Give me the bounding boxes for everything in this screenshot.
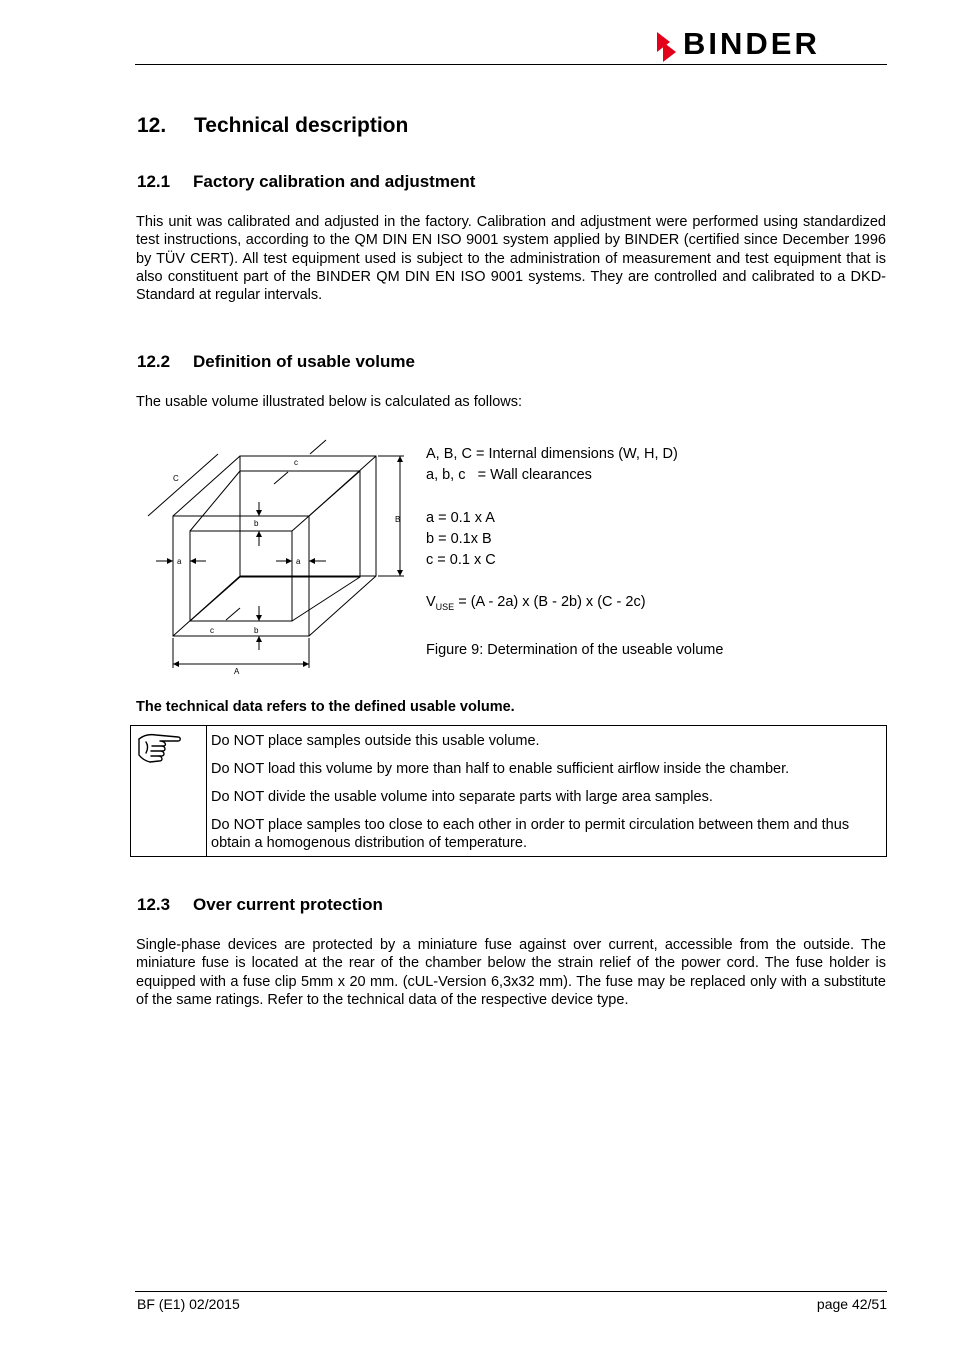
label-C: C	[173, 474, 179, 483]
section-title: Factory calibration and adjustment	[193, 172, 476, 191]
volume-formula	[426, 592, 723, 618]
section-heading-12-3	[137, 895, 383, 915]
label-B: B	[395, 515, 401, 524]
label-b-bottom: b	[254, 626, 259, 635]
notice-list	[211, 732, 883, 862]
notice-item: Do NOT place samples outside this usable volume.	[211, 733, 540, 749]
section-heading-12-2	[137, 352, 415, 372]
label-c-top: c	[294, 458, 298, 467]
chapter-title: Technical description	[194, 114, 409, 137]
chapter-number: 12.	[137, 114, 167, 137]
section-body-12-3: Single-phase devices are protected by a miniature fuse against over current, accessible from the outside. The miniature fuse is located at the rear of the chamber below the strain relief of the power cord. The fuse holder is equipped with a fuse clip 5mm x 20 mm. (cUL-Version 6,3x32 mm). The fuse may be replaced only with a substitute of the same ratings. Refer to the technical data of the respective device type.	[136, 937, 886, 1008]
legend-line: a, b, c = Wall clearances	[426, 467, 592, 484]
formula-v: V	[426, 594, 436, 611]
section-number: 12.3	[137, 895, 171, 914]
figure-caption: Figure 9: Determination of the useable volume	[426, 641, 724, 658]
figure-legend	[426, 444, 723, 661]
pointing-hand-icon	[136, 729, 182, 769]
page-number: page 42/51	[816, 1296, 887, 1312]
section-heading-12-1	[137, 172, 475, 192]
header-rule	[135, 64, 887, 65]
legend-line: A, B, C = Internal dimensions (W, H, D)	[426, 446, 678, 462]
legend-line: b = 0.1x B	[426, 530, 492, 547]
footer-rule	[135, 1291, 887, 1292]
notice-item: Do NOT load this volume by more than half to enable sufficient airflow inside the chamber.	[211, 761, 790, 777]
notice-icon-cell	[131, 726, 207, 856]
notice-item: Do NOT place samples too close to each other in order to permit circulation between them and thus obtain a homogenous distribution of temperature.	[211, 817, 850, 851]
label-c-bottom: c	[210, 626, 214, 635]
legend-line: c = 0.1 x C	[426, 552, 496, 569]
section-title: Over current protection	[193, 895, 383, 914]
section-number: 12.2	[137, 352, 171, 371]
label-A: A	[234, 667, 240, 676]
section-title: Definition of usable volume	[193, 352, 415, 371]
logo-chevron-icon	[655, 30, 685, 64]
label-a-left: a	[177, 557, 182, 566]
label-a-right: a	[296, 557, 301, 566]
bold-note: The technical data refers to the defined usable volume.	[136, 699, 515, 715]
brand-name: BINDER	[683, 26, 820, 61]
binder-logo	[655, 26, 887, 64]
notice-item: Do NOT divide the usable volume into separate parts with large area samples.	[211, 789, 713, 805]
section-body-12-2: The usable volume illustrated below is calculated as follows:	[136, 394, 523, 410]
legend-line: a = 0.1 x A	[426, 509, 495, 526]
usable-volume-diagram	[140, 436, 410, 676]
notice-box	[130, 725, 887, 857]
formula-subscript: USE	[435, 602, 455, 613]
label-b-top: b	[254, 519, 259, 528]
formula-rest: = (A - 2a) x (B - 2b) x (C - 2c)	[454, 594, 646, 611]
page-title	[137, 114, 408, 138]
section-body-12-1: This unit was calibrated and adjusted in the factory. Calibration and adjustment were performed using standardized test instructions, according to the QM DIN EN ISO 9001 system applied by BINDER (certified since December 1996 by TÜV CERT). All test equipment used is subject to the administration of measurement and test equipment that is also constituent part of the BINDER QM DIN EN ISO 9001 systems. They are controlled and calibrated to a DKD-Standard at regular intervals.	[136, 214, 886, 304]
section-number: 12.1	[137, 172, 171, 191]
document-code: BF (E1) 02/2015	[137, 1296, 240, 1312]
